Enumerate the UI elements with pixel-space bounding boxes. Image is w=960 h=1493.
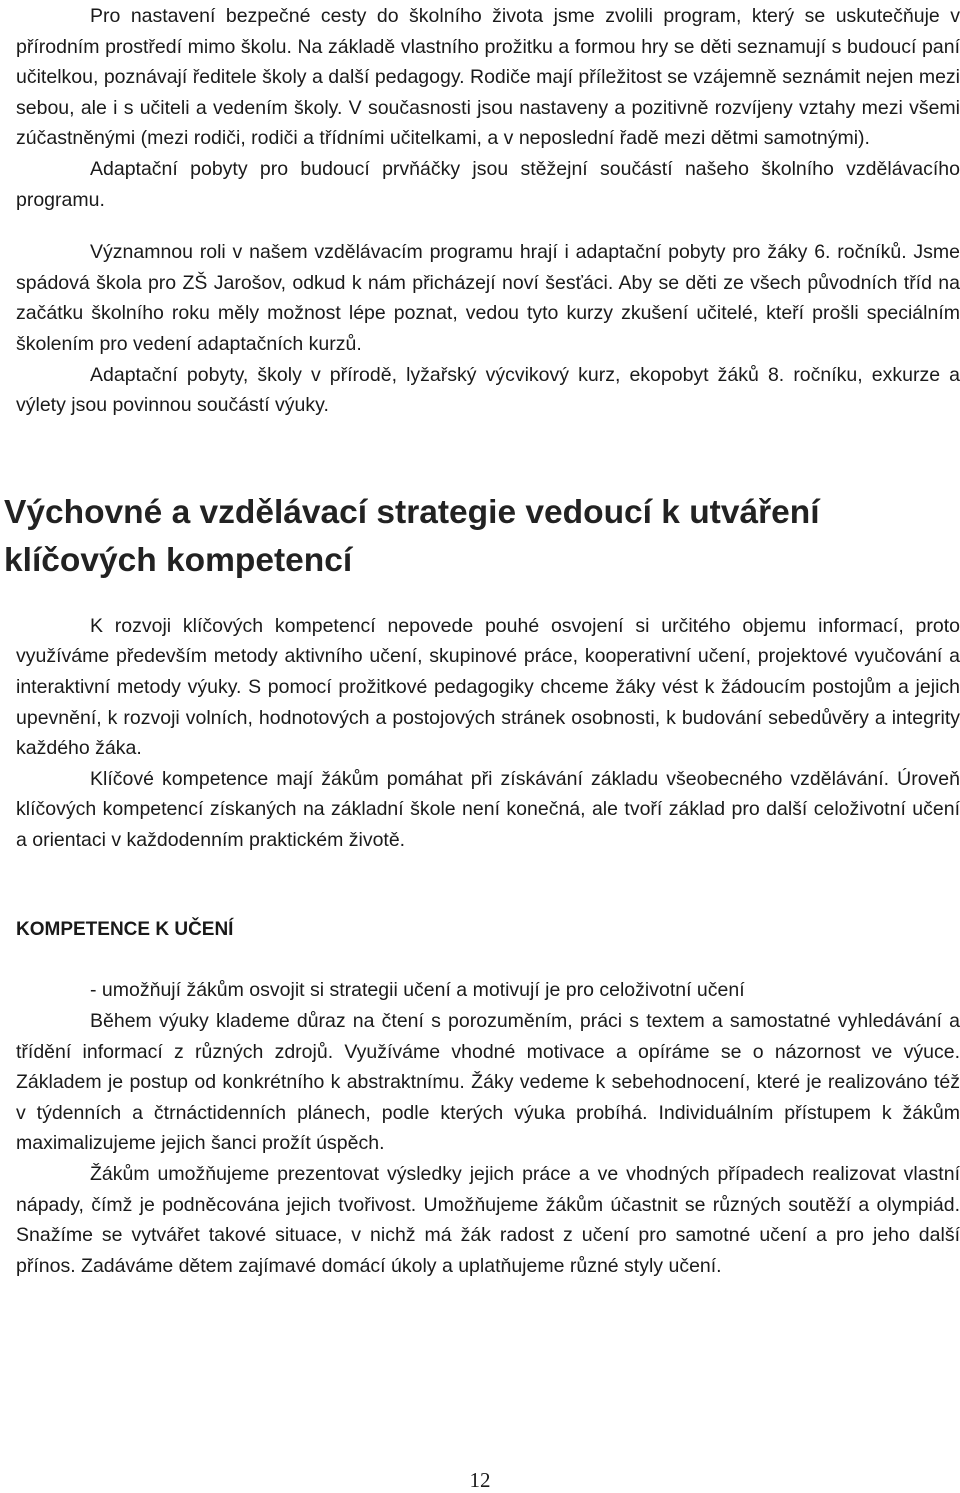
paragraph-intro-3: Významnou roli v našem vzdělávacím programu hrají i adaptační pobyty pro žáky 6. ročníků. Jsme spádová škola pro ZŠ Jarošov, odkud k nám přicházejí noví šesťáci. Aby se děti ze všech původních tříd na začátku školního roku měly možnost lépe poznat, vedou tyto kurzy zkušení učitelé, kteří prošli speciálním školením pro vedení adaptačních kurzů. <box>16 241 960 355</box>
strategies-section <box>4 421 960 856</box>
paragraph-strategies-1: K rozvoji klíčových kompetencí nepovede pouhé osvojení si určitého objemu informací, proto využíváme především metody aktivního učení, skupinové práce, kooperativní učení, projektové vyučování a interaktivní metody výuky. S pomocí prožitkové pedagogiky chceme žáky vést k žádoucím postojům a jejich upevnění, k rozvoji volních, hodnotových a postojových stránek osobnosti, k budování sebedůvěry a integrity každého žáka. <box>16 614 960 760</box>
paragraph-intro-4: Adaptační pobyty, školy v přírodě, lyžařský výcvikový kurz, ekopobyt žáků 8. ročníku, exkurze a výlety jsou povinnou součástí výuky. <box>16 363 960 417</box>
intro-section <box>16 0 960 421</box>
spacer <box>16 215 960 237</box>
subsection-heading: KOMPETENCE K UČENÍ <box>16 919 234 941</box>
paragraph-strategies-2: Klíčové kompetence mají žákům pomáhat při získávání základu všeobecného vzdělávání. Úroveň klíčových kompetencí získaných na základní škole není konečná, ale tvoří základ pro další celoživotní učení a orientaci v každodenním praktickém životě. <box>16 767 960 851</box>
page-content <box>4 0 960 1281</box>
section-heading: Výchovné a vzdělávací strategie vedoucí k utváření klíčových kompetencí <box>4 493 820 579</box>
page-number: 12 <box>469 1468 491 1492</box>
paragraph-intro-1: Pro nastavení bezpečné cesty do školního života jsme zvolili program, který se uskutečňuje v přírodním prostředí mimo školu. Na základě vlastního prožitku a formou hry se děti seznamují s budoucí paní učitelkou, poznávají ředitele školy a další pedagogy. Rodiče mají příležitost se vzájemně seznámit nejen mezi sebou, ale i s učiteli a vedením školy. V současnosti jsou nastaveny a pozitivně rozvíjeny vztahy mezi všemi zúčastněnými (mezi rodiči, rodiči a třídními učitelkami, a v neposlední řadě mezi dětmi samotnými). <box>16 5 960 150</box>
learning-section <box>16 855 960 1281</box>
paragraph-learning-3: Žákům umožňujeme prezentovat výsledky jejich práce a ve vhodných případech realizovat vlastní nápady, čímž je podněcována jejich tvořivost. Umožňujeme žákům účastnit se různých soutěží a olympiád. Snažíme se vytvářet takové situace, v nichž má žák radost z učení pro samotné učení a pro jeho další přínos. Zadáváme dětem zajímavé domácí úkoly a uplatňujeme různé styly učení. <box>16 1163 960 1277</box>
paragraph-learning-1: - umožňují žákům osvojit si strategii učení a motivují je pro celoživotní učení <box>90 979 745 1002</box>
learning-heading-wrap <box>16 855 960 975</box>
paragraph-learning-2: Během výuky klademe důraz na čtení s porozuměním, práci s textem a samostatné vyhledávání a třídění informací z různých zdrojů. Využíváme vhodné motivace a opíráme se o názornost ve výuce. Základem je postup od konkrétního k abstraktnímu. Žáky vedeme k sebehodnocení, které je realizováno též v týdenních a čtrnáctidenních plánech, podle kterých výuka probíhá. Individuálním přístupem k žákům maximalizujeme jejich šanci prožít úspěch. <box>16 1010 960 1155</box>
paragraph-intro-2: Adaptační pobyty pro budoucí prvňáčky jsou stěžejní součástí našeho školního vzdělávacího programu. <box>16 157 960 211</box>
strategies-heading-wrap <box>4 421 960 611</box>
